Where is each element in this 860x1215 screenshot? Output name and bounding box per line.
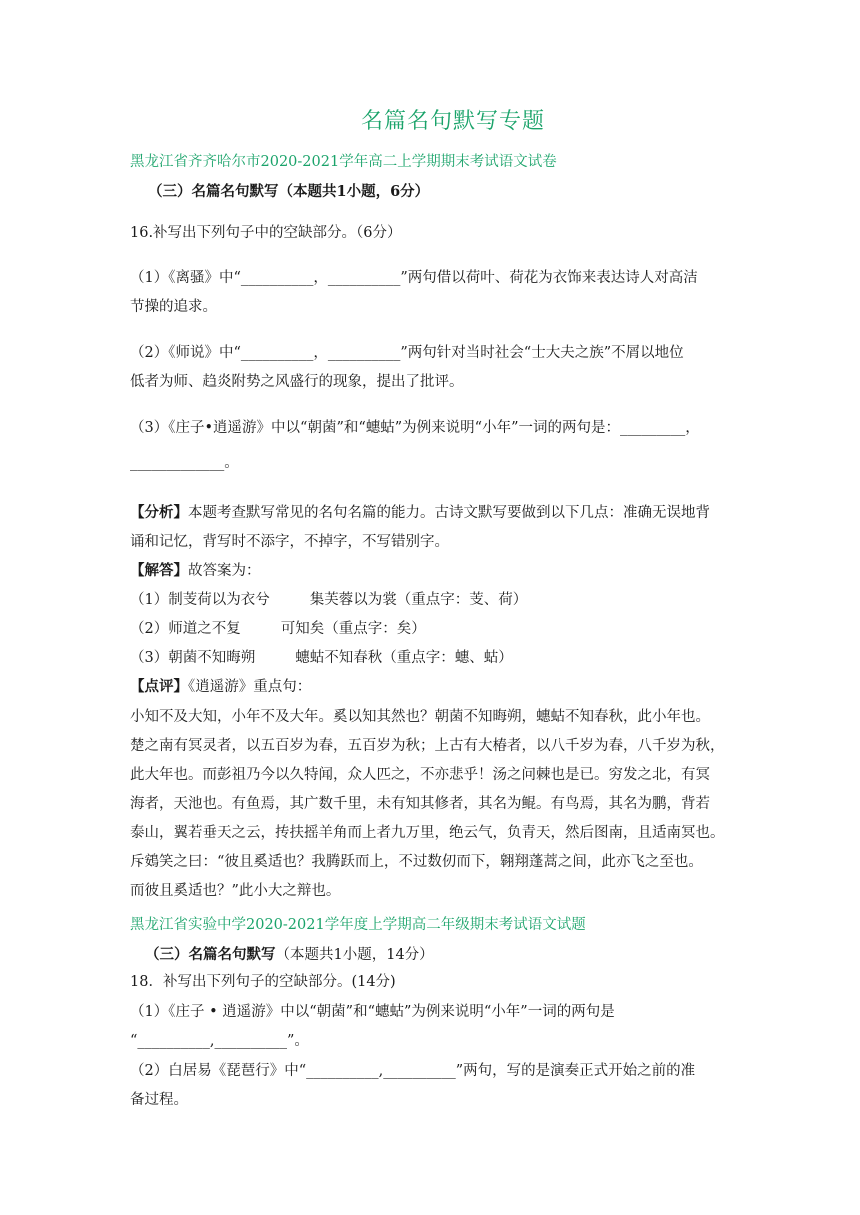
question-item: （2）白居易《琵琶行》中“__________,__________”两句，写的是演奏正式开始之前的准 [130, 1063, 696, 1079]
comment-label: 【点评】 [130, 678, 188, 695]
question-item: 低者为师、趋炎附势之风盛行的现象，提出了批评。 [130, 374, 464, 390]
answer-part-a: （2）师道之不复 [130, 621, 241, 637]
source-line-1: 黑龙江省齐齐哈尔市2020-2021学年高二上学期期末考试语文试卷 [130, 154, 557, 170]
section-heading-1: （三）名篇名句默写（本题共1小题，6分） [148, 183, 430, 200]
comment-line: 海者，天池也。有鱼焉，其广数千里，未有知其修者，其名为鲲。有鸟焉，其名为鹏，背若 [130, 796, 710, 812]
comment-heading [130, 677, 311, 697]
question-18: 18．补写出下列句子的空缺部分。(14分) [130, 974, 396, 990]
question-item: （1）《离骚》中“__________，__________”两句借以荷叶、荷花为衣饰来表达诗人对高洁 [130, 270, 698, 286]
comment-line: 而彼且奚适也？”此小大之辩也。 [130, 883, 341, 899]
answer-row [130, 648, 513, 668]
answer-part-b: 集芙蓉以为裳（重点字：芰、荷） [309, 592, 528, 608]
section-heading-2-bold: （三）名篇名句默写 [145, 946, 276, 963]
question-item: _____________。 [130, 455, 239, 471]
question-item: （2）《师说》中“__________，__________”两句针对当时社会“士大夫之族”不屑以地位 [130, 345, 684, 361]
answer-row [130, 619, 426, 639]
answer-part-b: 可知矣（重点字：矣） [280, 621, 426, 637]
answer-part-a: （3）朝菌不知晦朔 [130, 650, 256, 666]
analysis-text: 本题考查默写常见的名句名篇的能力。古诗文默写要做到以下几点：准确无误地背 [188, 505, 710, 521]
analysis-text: 诵和记忆，背写时不添字，不掉字，不写错别字。 [130, 534, 449, 550]
question-16: 16.补写出下列句子中的空缺部分。（6分） [130, 225, 402, 241]
answer-label: 【解答】 [130, 562, 188, 579]
comment-line: 小知不及大知，小年不及大年。奚以知其然也？朝菌不知晦朔，蟪蛄不知春秋，此小年也。 [130, 709, 710, 725]
comment-line: 泰山，翼若垂天之云，抟扶摇羊角而上者九万里，绝云气，负青天，然后图南，且适南冥也。 [130, 825, 725, 841]
answer-intro: 故答案为： [188, 563, 261, 579]
comment-line: 此大年也。而彭祖乃今以久特闻，众人匹之，不亦悲乎！汤之问棘也是已。穷发之北，有冥 [130, 767, 710, 783]
question-item: “__________,__________”。 [130, 1033, 309, 1049]
comment-line: 斥鴳笑之曰：“彼且奚适也？我腾跃而上，不过数仞而下，翱翔蓬蒿之间，此亦飞之至也。 [130, 854, 703, 870]
answer-part-a: （1）制芰荷以为衣兮 [130, 592, 270, 608]
section-heading-2 [145, 943, 434, 964]
question-item: （1）《庄子 • 逍遥游》中以“朝菌”和“蟪蛄”为例来说明“小年”一词的两句是 [130, 1004, 615, 1020]
answer-row [130, 590, 527, 610]
question-item: 节操的追求。 [130, 299, 217, 315]
answer-heading [130, 561, 261, 581]
analysis-label: 【分析】 [130, 504, 188, 521]
question-item: 备过程。 [130, 1092, 188, 1108]
comment-line: 楚之南有冥灵者，以五百岁为春，五百岁为秋；上古有大椿者，以八千岁为春，八千岁为秋， [130, 738, 725, 754]
analysis-paragraph [130, 503, 710, 523]
question-item: （3）《庄子•逍遥游》中以“朝菌”和“蟪蛄”为例来说明“小年”一词的两句是：_________， [130, 420, 700, 436]
comment-intro: 《逍遥游》重点句： [188, 679, 312, 695]
page-title: 名篇名句默写专题 [360, 109, 545, 134]
section-heading-2-rest: （本题共1小题，14分） [275, 947, 434, 963]
answer-part-b: 蟪蛄不知春秋（重点字：蟪、蛄） [295, 650, 513, 666]
source-line-2: 黑龙江省实验中学2020-2021学年度上学期高二年级期末考试语文试题 [130, 917, 586, 933]
